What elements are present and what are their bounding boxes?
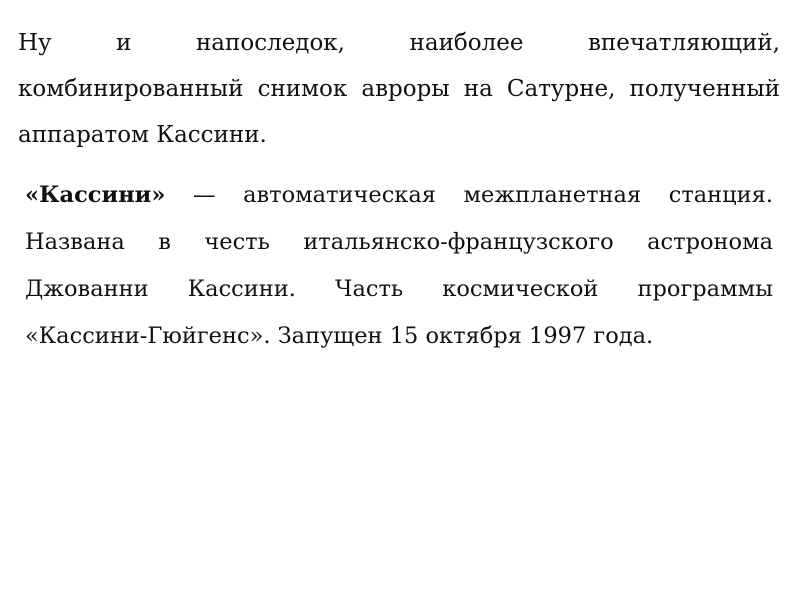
cassini-description-paragraph [25, 172, 773, 360]
cassini-name-bold: «Кассини» [25, 182, 166, 208]
intro-paragraph: Ну и напоследок, наиболее впечатляющий, комбинированный снимок авроры на Сатурне, полученный аппаратом Кассини. [18, 30, 780, 148]
cassini-description-text: — автоматическая межпланетная станция. Названа в честь итальянско-французского астронома Джованни Кассини. Часть космической программы «Кассини-Гюйгенс». Запущен 15 октября 1997 года. [25, 182, 773, 349]
